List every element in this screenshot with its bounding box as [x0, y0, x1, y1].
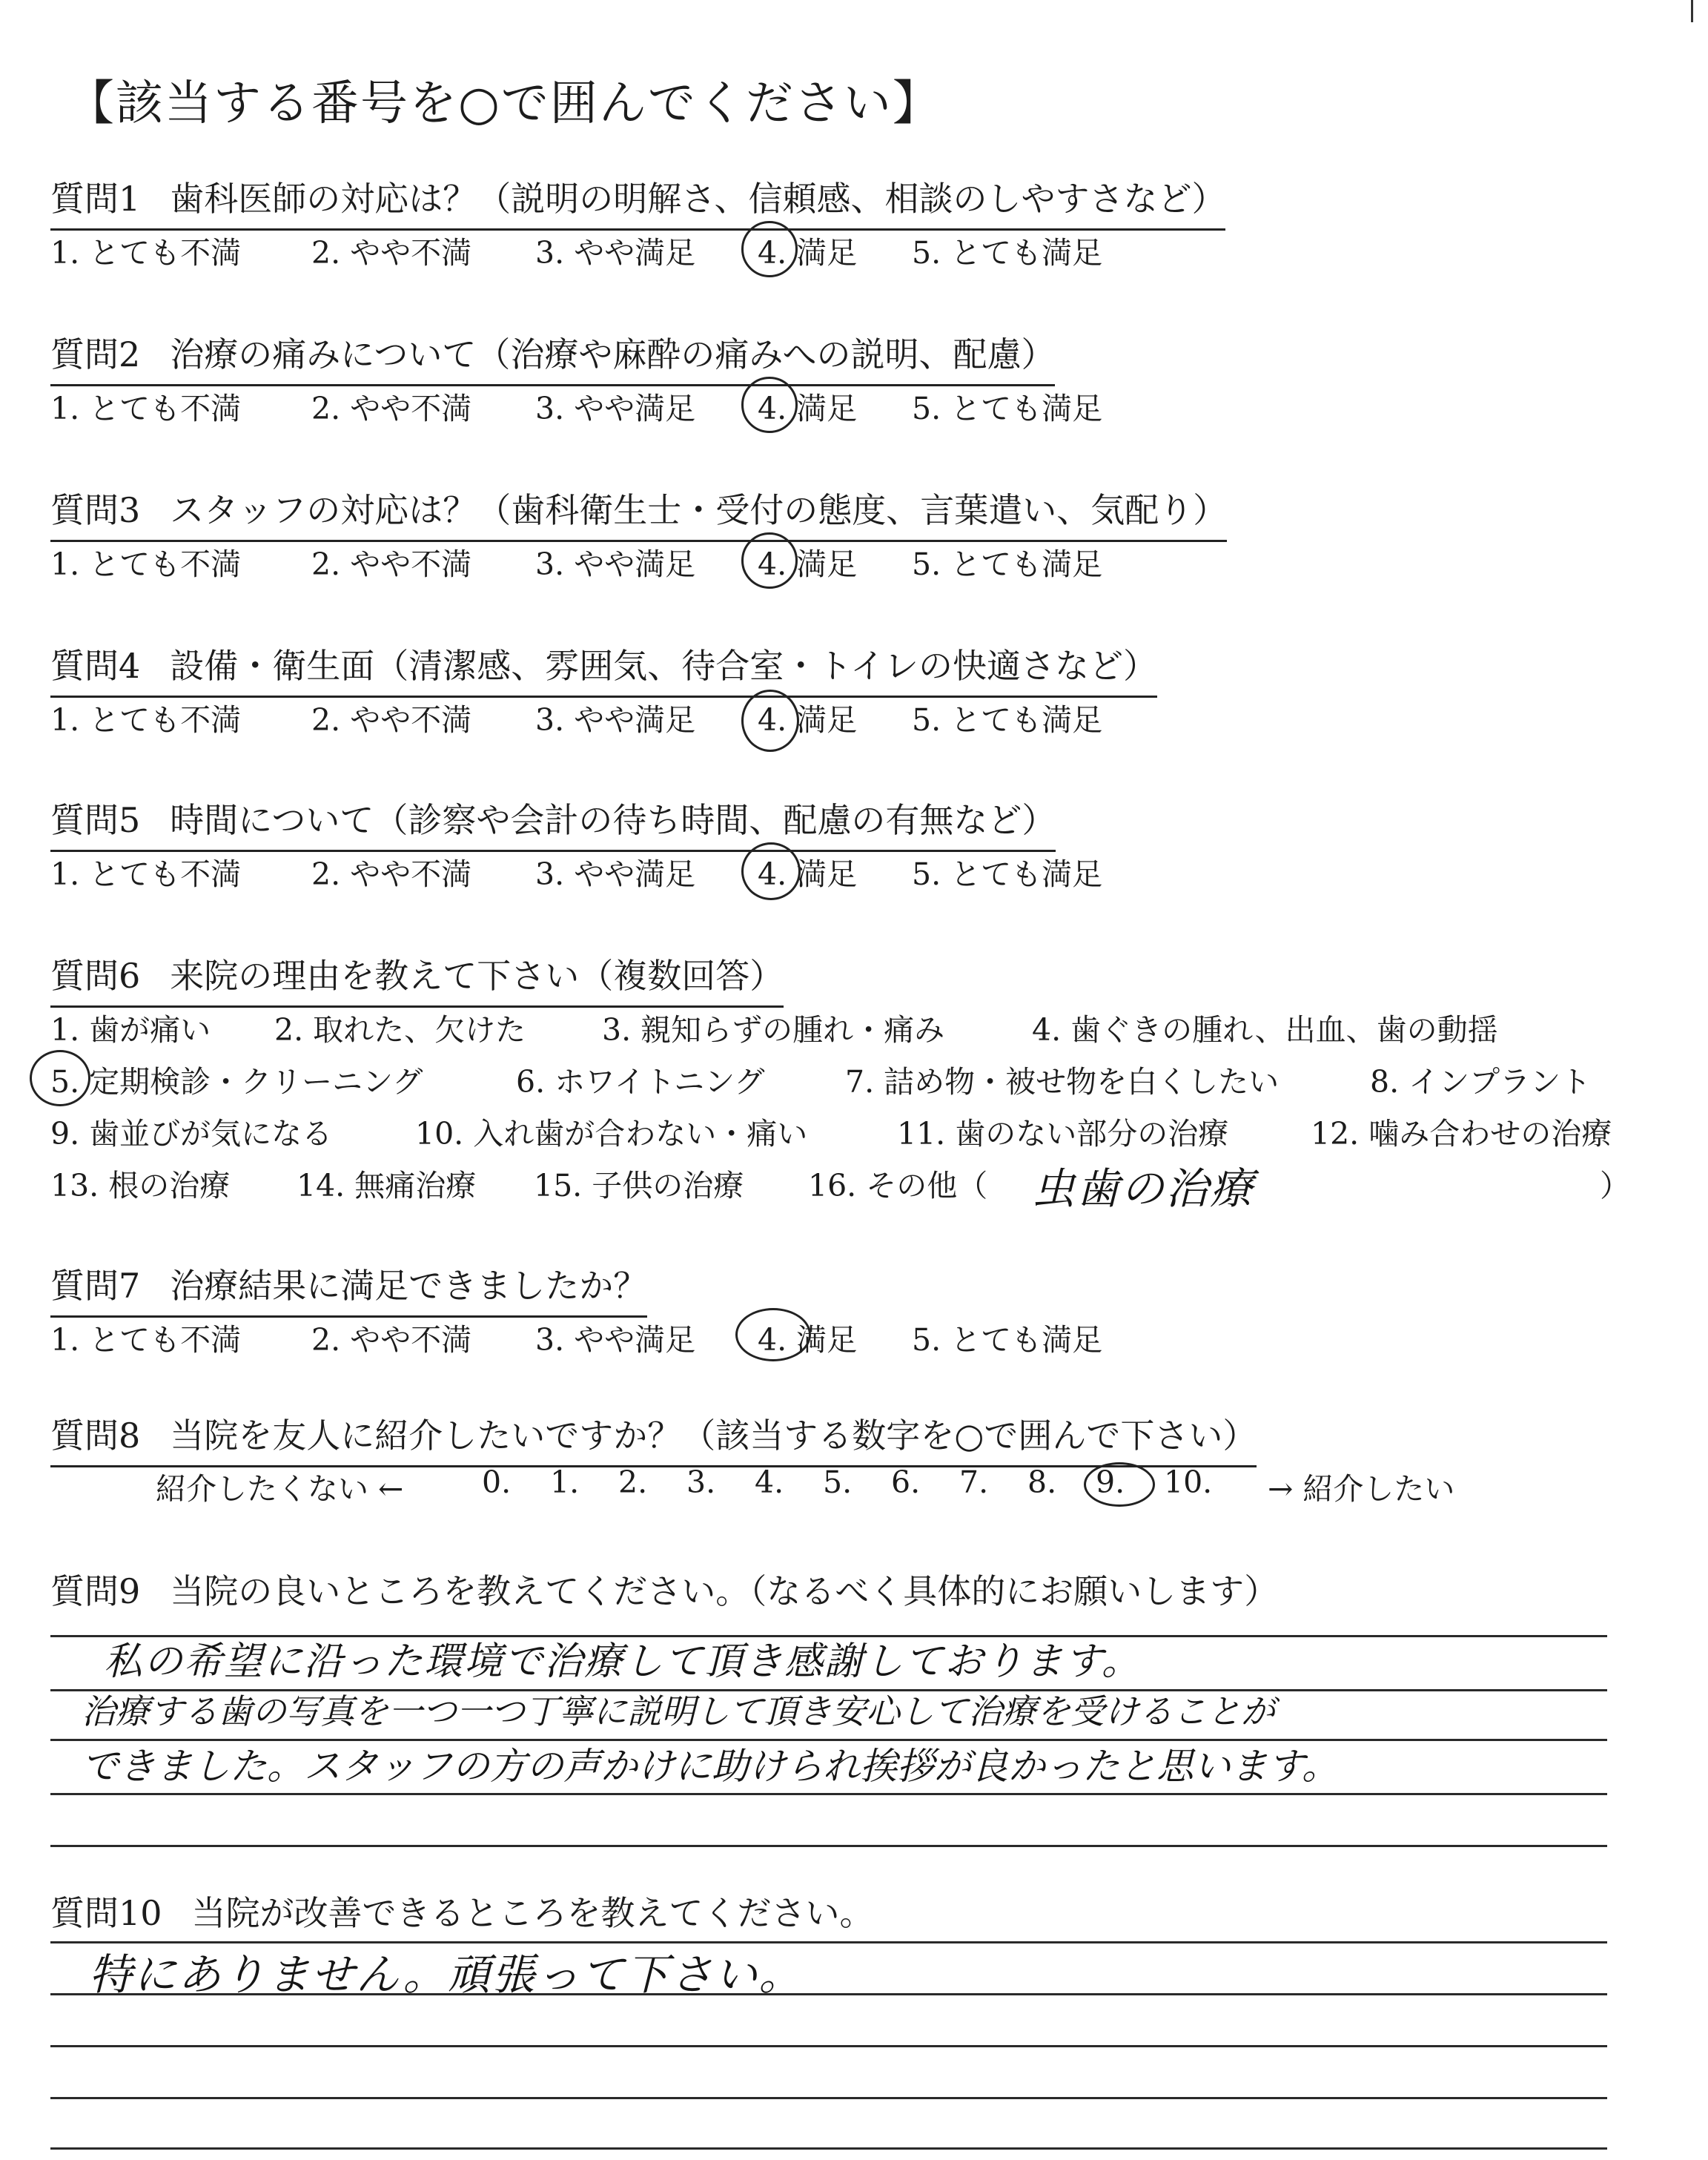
question-number: 質問9 — [50, 1571, 141, 1611]
selected-circle-q4 — [741, 690, 799, 752]
scale-7[interactable]: 7. — [959, 1464, 989, 1500]
scale-1[interactable]: 1. — [550, 1464, 580, 1500]
page-edge-mark — [1691, 0, 1693, 22]
question-text: 来院の理由を教えて下さい（複数回答） — [170, 956, 784, 996]
option-14[interactable]: 14. 無痛治療 — [297, 1168, 477, 1203]
option-8[interactable]: 8. インプラント — [1370, 1064, 1592, 1100]
option-4[interactable]: 4. 満足 — [758, 235, 858, 271]
option-11[interactable]: 11. 歯のない部分の治療 — [897, 1116, 1229, 1152]
question-text: 当院が改善できるところを教えてください。 — [191, 1893, 874, 1933]
question-number: 質問4 — [50, 646, 141, 686]
question-text: 当院を友人に紹介したいですか？（該当する数字を○で囲んで下さい） — [170, 1416, 1257, 1456]
option-1[interactable]: 1. とても不満 — [50, 546, 242, 582]
selected-circle-q5 — [741, 842, 801, 900]
option-10[interactable]: 10. 入れ歯が合わない・痛い — [415, 1116, 808, 1152]
answer-line — [50, 2147, 1607, 2150]
question-number: 質問10 — [50, 1893, 162, 1933]
scale-9[interactable]: 9. — [1096, 1464, 1125, 1500]
option-3[interactable]: 3. やや満足 — [535, 856, 696, 892]
question-6 — [50, 949, 784, 1008]
question-8 — [50, 1409, 1257, 1467]
option-9[interactable]: 9. 歯並びが気になる — [50, 1116, 333, 1152]
question-4 — [50, 639, 1157, 698]
option-13[interactable]: 13. 根の治療 — [50, 1168, 231, 1203]
option-3[interactable]: 3. やや満足 — [535, 546, 696, 582]
option-4[interactable]: 4. 歯ぐきの腫れ、出血、歯の動揺 — [1032, 1012, 1498, 1048]
question-text: 治療結果に満足できましたか？ — [170, 1266, 648, 1306]
option-12[interactable]: 12. 噛み合わせの治療 — [1311, 1116, 1612, 1152]
scale-8[interactable]: 8. — [1027, 1464, 1057, 1500]
option-4[interactable]: 4. 満足 — [758, 546, 858, 582]
selected-circle-q3 — [741, 532, 798, 589]
question-number: 質問6 — [50, 956, 141, 996]
q9-answer-line-1: 私の希望に沿った環境で治療して頂き感謝しております。 — [104, 1639, 1142, 1684]
option-3[interactable]: 3. やや満足 — [535, 391, 696, 426]
question-number: 質問2 — [50, 334, 141, 374]
scale-4[interactable]: 4. — [755, 1464, 784, 1500]
other-answer-handwritten: 虫歯の治療 — [1032, 1163, 1255, 1214]
option-16[interactable]: 16. その他（ — [808, 1168, 988, 1203]
q9-answer-line-2: 治療する歯の写真を一つ一つ丁寧に説明して頂き安心して治療を受けることが — [82, 1691, 1275, 1731]
option-5[interactable]: 5. とても満足 — [912, 1322, 1103, 1358]
option-2[interactable]: 2. やや不満 — [311, 546, 472, 582]
scale-0[interactable]: 0. — [482, 1464, 512, 1500]
question-text: 設備・衛生面（清潔感、雰囲気、待合室・トイレの快適さなど） — [170, 646, 1157, 686]
option-3[interactable]: 3. やや満足 — [535, 1322, 696, 1358]
scale-5[interactable]: 5. — [823, 1464, 853, 1500]
option-5[interactable]: 5. とても満足 — [912, 235, 1103, 271]
answer-line — [50, 2045, 1607, 2047]
scale-2[interactable]: 2. — [618, 1464, 648, 1500]
scale-left-label: 紹介したくない ← — [156, 1471, 404, 1507]
scale-right-label: → 紹介したい — [1268, 1471, 1455, 1507]
option-4[interactable]: 4. 満足 — [758, 856, 858, 892]
question-10 — [50, 1886, 874, 1935]
question-2 — [50, 328, 1055, 386]
option-1[interactable]: 1. 歯が痛い — [50, 1012, 211, 1048]
option-1[interactable]: 1. とても不満 — [50, 391, 242, 426]
selected-circle-q7 — [735, 1308, 811, 1361]
option-3[interactable]: 3. やや満足 — [535, 702, 696, 738]
option-1[interactable]: 1. とても不満 — [50, 235, 242, 271]
scale-6[interactable]: 6. — [891, 1464, 921, 1500]
option-2[interactable]: 2. やや不満 — [311, 856, 472, 892]
option-2[interactable]: 2. やや不満 — [311, 391, 472, 426]
option-2[interactable]: 2. やや不満 — [311, 702, 472, 738]
question-text: 歯科医師の対応は？（説明の明解さ、信頼感、相談のしやすさなど） — [170, 179, 1226, 219]
selected-circle-q8 — [1084, 1462, 1155, 1507]
page-title: 【該当する番号を○で囲んでください】 — [67, 76, 941, 131]
question-3 — [50, 483, 1227, 542]
question-1 — [50, 172, 1225, 231]
option-4[interactable]: 4. 満足 — [758, 1322, 858, 1358]
option-15[interactable]: 15. 子供の治療 — [534, 1168, 744, 1203]
answer-line — [50, 1845, 1607, 1847]
answer-line — [50, 2097, 1607, 2099]
scale-3[interactable]: 3. — [686, 1464, 716, 1500]
selected-circle-q1 — [741, 221, 798, 277]
option-4[interactable]: 4. 満足 — [758, 391, 858, 426]
question-number: 質問1 — [50, 179, 141, 219]
option-7[interactable]: 7. 詰め物・被せ物を白くしたい — [845, 1064, 1280, 1100]
option-5[interactable]: 5. 定期検診・クリーニング — [50, 1064, 423, 1100]
q9-answer-line-3: できました。スタッフの方の声かけに助けられ挨拶が良かったと思います。 — [82, 1745, 1339, 1788]
question-text: 当院の良いところを教えてください。（なるべく具体的にお願いします） — [170, 1571, 1279, 1611]
question-number: 質問3 — [50, 490, 141, 530]
question-text: 時間について（診察や会計の待ち時間、配慮の有無など） — [170, 800, 1056, 840]
question-text: 治療の痛みについて（治療や麻酔の痛みへの説明、配慮） — [170, 334, 1056, 374]
question-text: スタッフの対応は？（歯科衛生士・受付の態度、言葉遣い、気配り） — [170, 490, 1228, 530]
option-2[interactable]: 2. やや不満 — [311, 235, 472, 271]
option-3[interactable]: 3. 親知らずの腫れ・痛み — [602, 1012, 945, 1048]
selected-circle-q6 — [30, 1050, 90, 1106]
option-5[interactable]: 5. とても満足 — [912, 391, 1103, 426]
question-number: 質問8 — [50, 1416, 141, 1456]
option-2[interactable]: 2. 取れた、欠けた — [274, 1012, 526, 1048]
option-5[interactable]: 5. とても満足 — [912, 546, 1103, 582]
option-3[interactable]: 3. やや満足 — [535, 235, 696, 271]
question-9 — [50, 1565, 1278, 1614]
q10-answer-line-1: 特にありません。頑張って下さい。 — [89, 1949, 804, 2000]
option-6[interactable]: 6. ホワイトニング — [516, 1064, 765, 1100]
option-1[interactable]: 1. とても不満 — [50, 856, 242, 892]
question-5 — [50, 793, 1056, 852]
answer-line — [50, 1793, 1607, 1795]
option-1[interactable]: 1. とても不満 — [50, 1322, 242, 1358]
scale-10[interactable]: 10. — [1164, 1464, 1213, 1500]
question-7 — [50, 1259, 647, 1318]
option-5[interactable]: 5. とても満足 — [912, 856, 1103, 892]
option-2[interactable]: 2. やや不満 — [311, 1322, 472, 1358]
option-1[interactable]: 1. とても不満 — [50, 702, 242, 738]
question-number: 質問5 — [50, 800, 141, 840]
selected-circle-q2 — [741, 377, 798, 433]
option-4[interactable]: 4. 満足 — [758, 702, 858, 738]
close-paren: ） — [1600, 1168, 1630, 1203]
question-number: 質問7 — [50, 1266, 141, 1306]
option-5[interactable]: 5. とても満足 — [912, 702, 1103, 738]
